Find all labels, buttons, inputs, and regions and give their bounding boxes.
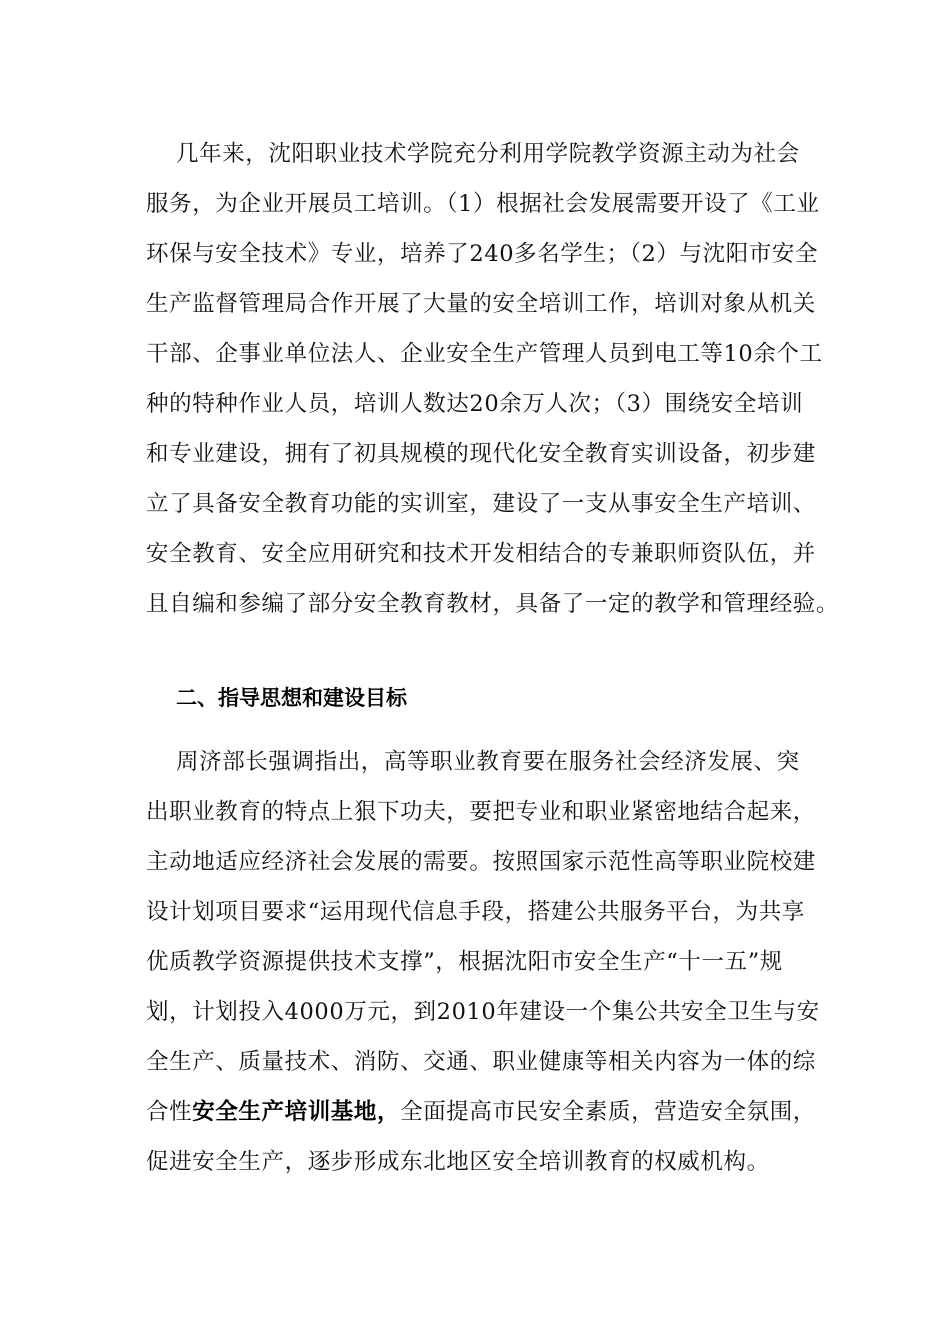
paragraph2-line-8-suffix: 全面提高市民安全素质，营造安全氛围， xyxy=(400,1099,816,1125)
paragraph1-line-1: 几年来，沈阳职业技术学院充分利用学院教学资源主动为社会 xyxy=(176,141,800,167)
paragraph1-line-2: 服务，为企业开展员工培训。（1）根据社会发展需要开设了《工业 xyxy=(146,191,820,217)
paragraph2-line-1: 周济部长强调指出，高等职业教育要在服务社会经济发展、突 xyxy=(176,749,800,775)
paragraph1-line-6: 种的特种作业人员，培训人数达20余万人次；（3）围绕安全培训 xyxy=(146,391,804,417)
paragraph2-line-5: 优质教学资源提供技术支撑”，根据沈阳市安全生产“十一五”规 xyxy=(146,949,783,975)
paragraph1-line-4: 生产监督管理局合作开展了大量的安全培训工作，培训对象从机关 xyxy=(146,291,816,317)
paragraph1-line-3: 环保与安全技术》专业，培养了240多名学生；（2）与沈阳市安全 xyxy=(146,241,819,267)
paragraph2-line-8 xyxy=(146,1092,866,1132)
paragraph1-line-9: 安全教育、安全应用研究和技术开发相结合的专兼职师资队伍，并 xyxy=(146,541,816,567)
paragraph2-line-7: 全生产、质量技术、消防、交通、职业健康等相关内容为一体的综 xyxy=(146,1049,816,1075)
paragraph1-line-8: 立了具备安全教育功能的实训室，建设了一支从事安全生产培训、 xyxy=(146,491,816,517)
paragraph2-line-9: 促进安全生产，逐步形成东北地区安全培训教育的权威机构。 xyxy=(146,1149,770,1175)
paragraph1-line-7: 和专业建设，拥有了初具规模的现代化安全教育实训设备，初步建 xyxy=(146,441,816,467)
paragraph1-line-5: 干部、企事业单位法人、企业安全生产管理人员到电工等10余个工 xyxy=(146,341,823,367)
paragraph2-line-6: 划，计划投入4000万元，到2010年建设一个集公共安全卫生与安 xyxy=(146,999,820,1025)
paragraph1-line-10: 且自编和参编了部分安全教育教材，具备了一定的教学和管理经验。 xyxy=(146,591,840,617)
paragraph2-line-3: 主动地适应经济社会发展的需要。按照国家示范性高等职业院校建 xyxy=(146,849,816,875)
emphasis-training-base: 安全生产培训基地， xyxy=(192,1099,401,1125)
paragraph2-line-4: 设计划项目要求“运用现代信息手段，搭建公共服务平台，为共享 xyxy=(146,899,805,925)
paragraph2-line-8-prefix: 合性 xyxy=(146,1099,193,1125)
paragraph2-line-2: 出职业教育的特点上狠下功夫，要把专业和职业紧密地结合起来， xyxy=(146,799,816,825)
section-heading: 二、指导思想和建设目标 xyxy=(176,686,407,710)
